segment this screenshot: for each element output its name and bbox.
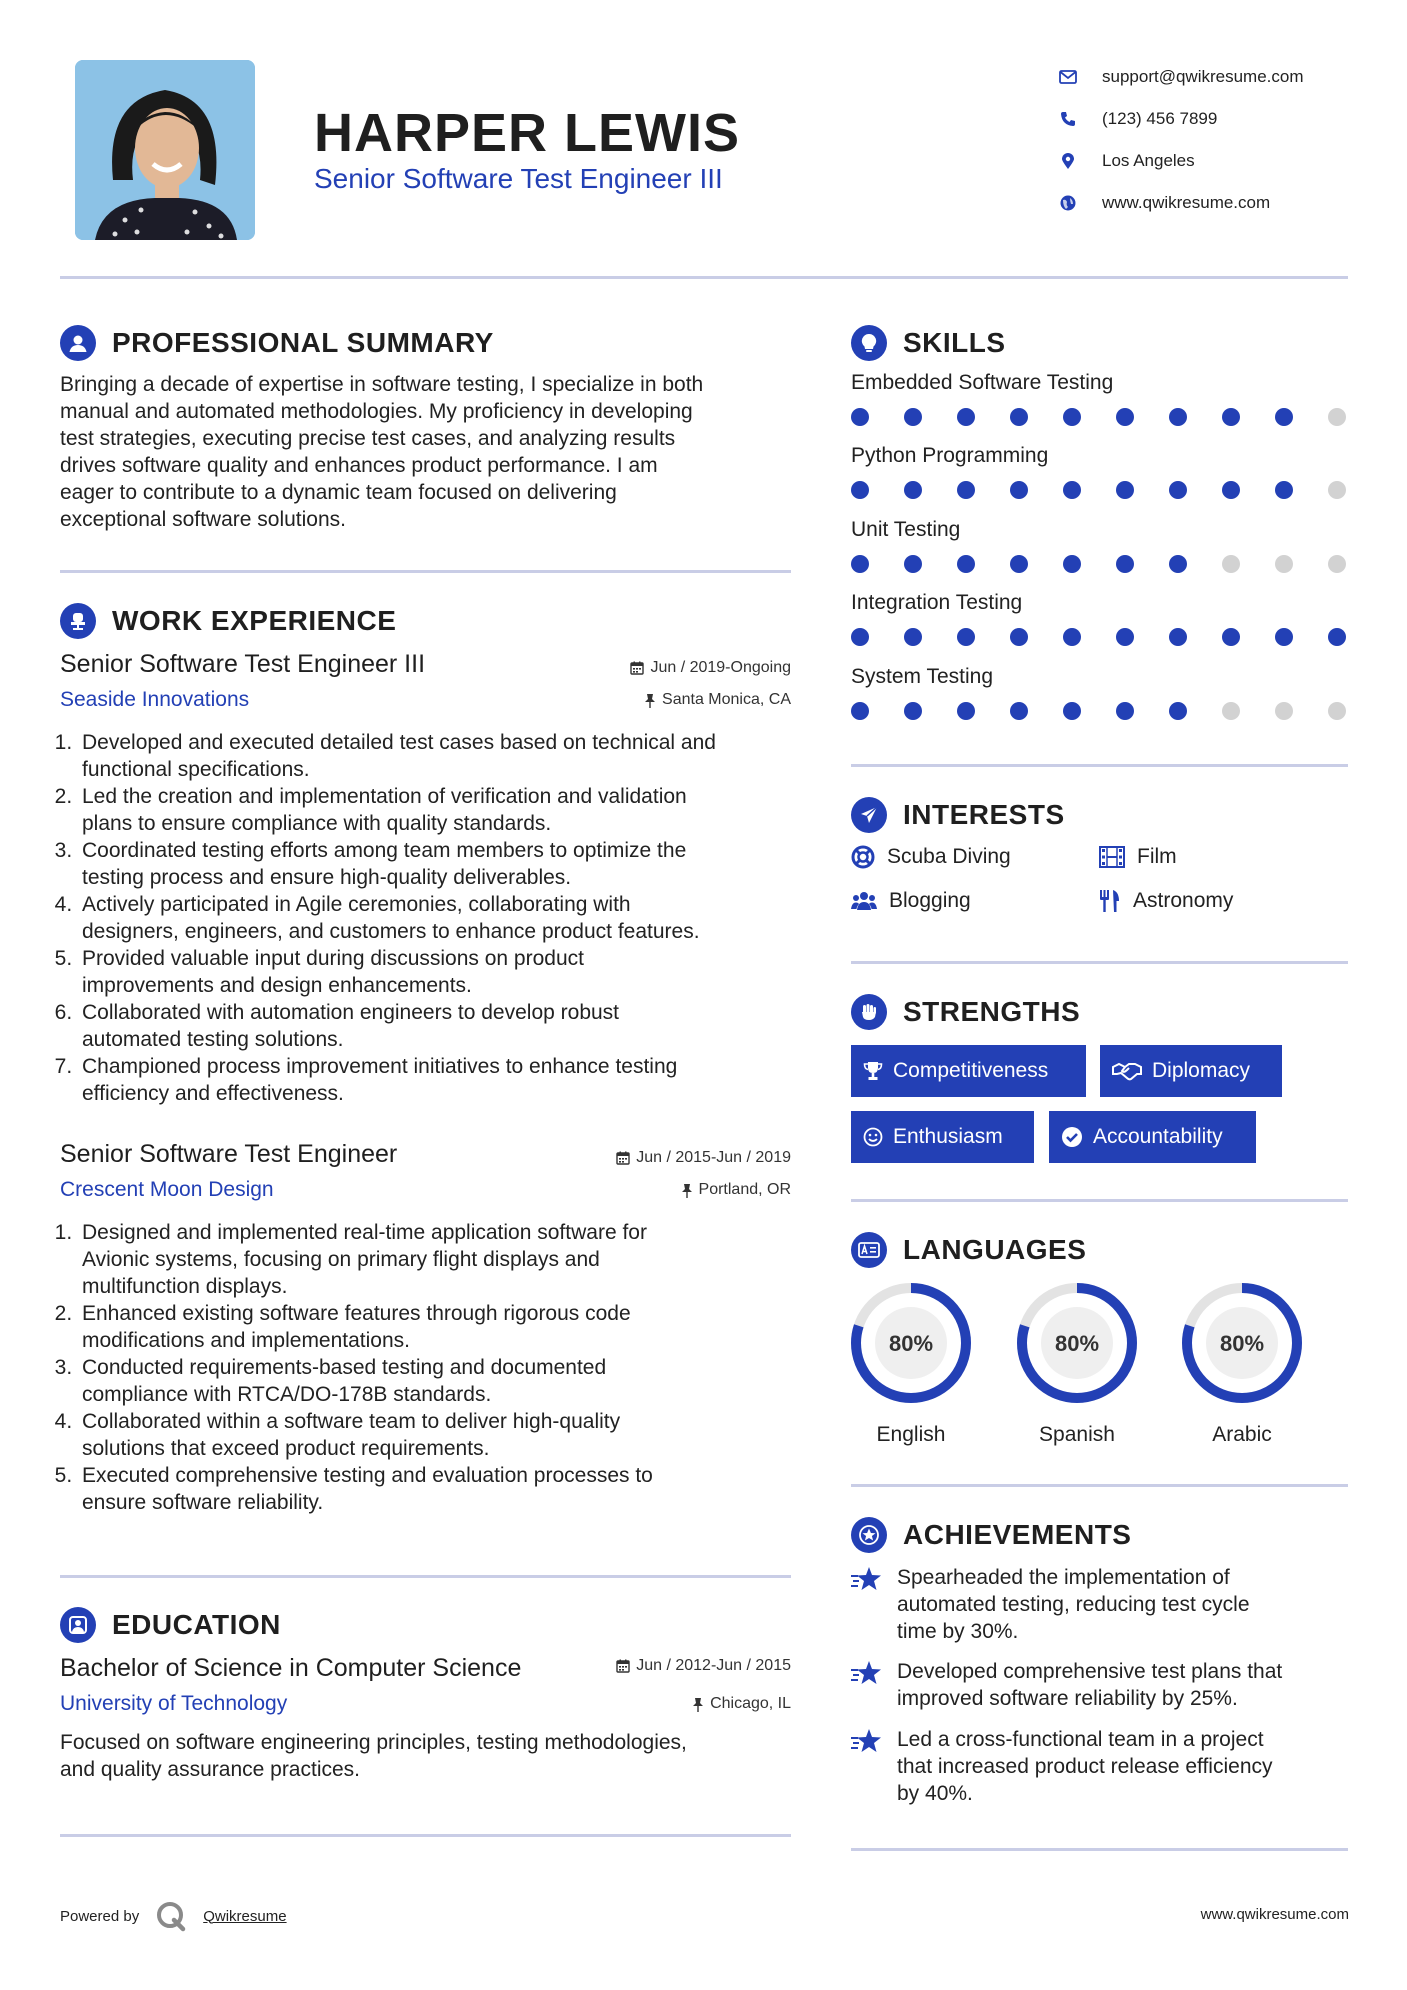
calendar-icon <box>630 661 644 675</box>
skill-name: Integration Testing <box>851 591 1023 614</box>
footer-website[interactable]: www.qwikresume.com <box>1200 1906 1349 1923</box>
summary-text: Bringing a decade of expertise in software testing, I specialize in both manual and automated methodologies. My proficiency in developing test strategies, executing precise test cases, and analyzing results drives software quality and enhances product performance. I am eager to contribute to a dynamic team focused on delivering exceptional software solutions. <box>60 373 704 531</box>
skill-dot-filled <box>1222 481 1240 499</box>
summary-heading: PROFESSIONAL SUMMARY <box>60 325 494 361</box>
skill-dot-filled <box>904 702 922 720</box>
graduate-icon <box>60 1607 96 1643</box>
language-item: 80% Arabic <box>1177 1278 1307 1447</box>
skill-dot-filled <box>1063 628 1081 646</box>
job-title: Senior Software Test Engineer III <box>60 650 426 678</box>
skill-dot-filled <box>1063 408 1081 426</box>
map-pin-icon <box>1050 153 1086 170</box>
skill-name: Python Programming <box>851 444 1049 467</box>
star-badge-icon <box>851 1517 887 1553</box>
skill-dot-empty <box>1222 555 1240 573</box>
fist-icon <box>851 994 887 1030</box>
strength-chip: Diplomacy <box>1100 1045 1282 1097</box>
education-dates: Jun / 2012-Jun / 2015 <box>491 1657 791 1675</box>
paper-plane-icon <box>851 797 887 833</box>
users-icon <box>851 890 877 912</box>
skill-name: System Testing <box>851 665 994 688</box>
interests-divider <box>851 961 1348 964</box>
skill-dot-filled <box>1116 628 1134 646</box>
skill-dot-filled <box>1116 481 1134 499</box>
skill-dot-filled <box>957 702 975 720</box>
qwikresume-link[interactable]: Qwikresume <box>203 1907 287 1925</box>
skills-heading: SKILLS <box>851 325 1006 361</box>
header-divider <box>60 276 1348 279</box>
education-location: Chicago, IL <box>491 1695 791 1713</box>
skill-dot-filled <box>1328 628 1346 646</box>
job-location: Portland, OR <box>491 1181 791 1199</box>
skill-dot-filled <box>1222 408 1240 426</box>
language-icon <box>851 1232 887 1268</box>
achievements-divider <box>851 1848 1348 1851</box>
globe-icon <box>1050 195 1086 211</box>
star-icon <box>851 1566 883 1592</box>
skill-dot-empty <box>1328 408 1346 426</box>
interests-heading: INTERESTS <box>851 797 1065 833</box>
calendar-icon <box>616 1151 630 1165</box>
phone-icon <box>1050 111 1086 127</box>
company-name: Crescent Moon Design <box>60 1178 274 1201</box>
star-icon <box>851 1728 883 1754</box>
skill-dot-filled <box>1063 555 1081 573</box>
list-item: 7. Championed process improvement initiatives to enhance testing efficiency and effectiveness. <box>78 1053 800 1107</box>
languages-divider <box>851 1484 1348 1487</box>
ring-percent-label: 80% <box>1054 1331 1100 1356</box>
contact-list <box>1050 56 1380 224</box>
interest-item: Scuba Diving <box>851 845 1011 869</box>
company-name: Seaside Innovations <box>60 688 250 711</box>
list-item: 1. Developed and executed detailed test cases based on technical and functional specifications. <box>78 729 800 783</box>
job-responsibilities <box>60 1219 800 1516</box>
skill-name: Embedded Software Testing <box>851 371 1114 394</box>
interest-item: Film <box>1099 845 1177 869</box>
list-item: 5. Provided valuable input during discussions on product improvements and design enhancements. <box>78 945 800 999</box>
pushpin-icon <box>681 1183 693 1198</box>
skill-dot-filled <box>1275 628 1293 646</box>
skill-dot-empty <box>1328 481 1346 499</box>
ring-percent-label: 80% <box>1219 1331 1265 1356</box>
list-item: 3. Conducted requirements-based testing and documented compliance with RTCA/DO-178B standards. <box>78 1354 800 1408</box>
skill-dot-filled <box>1063 481 1081 499</box>
skill-dot-filled <box>1010 481 1028 499</box>
check-circle-icon <box>1061 1126 1083 1148</box>
job-dates: Jun / 2015-Jun / 2019 <box>491 1149 791 1167</box>
skill-dot-filled <box>957 408 975 426</box>
skill-dot-empty <box>1328 555 1346 573</box>
skill-dot-empty <box>1328 702 1346 720</box>
lightbulb-icon <box>851 325 887 361</box>
skill-dot-filled <box>851 628 869 646</box>
job-dates: Jun / 2019-Ongoing <box>491 659 791 677</box>
school-name: University of Technology <box>60 1692 288 1715</box>
list-item: 1. Designed and implemented real-time application software for Avionic systems, focusing on primary flight displays and multifunction displays. <box>78 1219 800 1300</box>
qwikresume-logo-icon <box>153 1898 189 1934</box>
list-item: 3. Coordinated testing efforts among team members to optimize the testing process and ensure high-quality deliverables. <box>78 837 800 891</box>
skill-dot-filled <box>1169 555 1187 573</box>
skill-dot-filled <box>851 702 869 720</box>
list-item: 2. Led the creation and implementation of verification and validation plans to ensure compliance with quality standards. <box>78 783 800 837</box>
briefcase-icon <box>60 603 96 639</box>
star-icon <box>851 1660 883 1686</box>
skill-dot-filled <box>1169 628 1187 646</box>
interest-item: Astronomy <box>1099 889 1233 913</box>
achievement-item: Developed comprehensive test plans that improved software reliability by 25%. <box>851 1658 1348 1712</box>
interest-item: Blogging <box>851 889 971 913</box>
achievements-heading: ACHIEVEMENTS <box>851 1517 1131 1553</box>
contact-location: Los Angeles <box>1050 140 1380 182</box>
skill-dot-filled <box>957 628 975 646</box>
language-item: 80% English <box>846 1278 976 1447</box>
candidate-name: HARPER LEWIS <box>314 103 741 163</box>
skill-dot-empty <box>1275 555 1293 573</box>
achievement-item: Led a cross-functional team in a project that increased product release efficiency by 40%. <box>851 1726 1348 1807</box>
contact-email[interactable]: support@qwikresume.com <box>1050 56 1380 98</box>
skills-divider <box>851 764 1348 767</box>
language-progress-ring <box>846 1278 976 1408</box>
job-responsibilities <box>60 729 800 1107</box>
smile-icon <box>863 1127 883 1147</box>
envelope-icon <box>1050 70 1086 84</box>
film-icon <box>1099 846 1125 868</box>
candidate-role: Senior Software Test Engineer III <box>314 163 723 194</box>
skill-dot-empty <box>1222 702 1240 720</box>
skill-dot-filled <box>851 555 869 573</box>
skill-dot-filled <box>904 408 922 426</box>
skill-dot-filled <box>851 408 869 426</box>
skill-dot-filled <box>904 481 922 499</box>
work-divider <box>60 1575 791 1578</box>
calendar-icon <box>616 1659 630 1673</box>
skill-dot-filled <box>1010 555 1028 573</box>
user-icon <box>60 325 96 361</box>
skill-dot-filled <box>1169 481 1187 499</box>
degree-title: Bachelor of Science in Computer Science <box>60 1654 522 1682</box>
skill-dot-filled <box>1010 702 1028 720</box>
work-heading: WORK EXPERIENCE <box>60 603 396 639</box>
utensils-icon <box>1099 889 1121 913</box>
skill-name: Unit Testing <box>851 518 961 541</box>
pushpin-icon <box>644 693 656 708</box>
skill-dot-filled <box>904 628 922 646</box>
skill-dot-filled <box>1116 702 1134 720</box>
skill-dot-filled <box>851 481 869 499</box>
language-progress-ring <box>1177 1278 1307 1408</box>
education-description: Focused on software engineering principles, testing methodologies, and quality assurance practices. <box>60 1731 687 1781</box>
ring-percent-label: 80% <box>888 1331 934 1356</box>
list-item: 2. Enhanced existing software features through rigorous code modifications and implementations. <box>78 1300 800 1354</box>
skill-dot-filled <box>1063 702 1081 720</box>
strength-chip: Accountability <box>1049 1111 1256 1163</box>
skill-dot-filled <box>1169 408 1187 426</box>
skill-dot-filled <box>904 555 922 573</box>
strength-chip: Enthusiasm <box>851 1111 1034 1163</box>
language-progress-ring <box>1012 1278 1142 1408</box>
job-location: Santa Monica, CA <box>491 691 791 709</box>
strengths-divider <box>851 1199 1348 1202</box>
pushpin-icon <box>692 1697 704 1712</box>
job-title: Senior Software Test Engineer <box>60 1140 398 1168</box>
strengths-heading: STRENGTHS <box>851 994 1080 1030</box>
skill-dot-empty <box>1275 702 1293 720</box>
life-ring-icon <box>851 845 875 869</box>
summary-divider <box>60 570 791 573</box>
achievement-item: Spearheaded the implementation of automated testing, reducing test cycle time by 30%. <box>851 1564 1348 1645</box>
education-heading: EDUCATION <box>60 1607 281 1643</box>
skill-dot-filled <box>1116 408 1134 426</box>
profile-photo <box>75 60 255 240</box>
footer-powered-by: Powered by Qwikresume <box>60 1898 287 1934</box>
handshake-icon <box>1112 1061 1142 1081</box>
skill-dot-filled <box>1010 408 1028 426</box>
list-item: 4. Actively participated in Agile ceremonies, collaborating with designers, engineers, and customers to enhance product features. <box>78 891 800 945</box>
contact-phone[interactable]: (123) 456 7899 <box>1050 98 1380 140</box>
education-divider <box>60 1834 791 1837</box>
skill-dot-filled <box>1010 628 1028 646</box>
list-item: 4. Collaborated within a software team to deliver high-quality solutions that exceed product requirements. <box>78 1408 800 1462</box>
trophy-icon <box>863 1061 883 1081</box>
language-item: 80% Spanish <box>1012 1278 1142 1447</box>
skill-dot-filled <box>1275 408 1293 426</box>
skill-dot-filled <box>1275 481 1293 499</box>
skill-dot-filled <box>957 481 975 499</box>
strength-chip: Competitiveness <box>851 1045 1086 1097</box>
list-item: 6. Collaborated with automation engineers to develop robust automated testing solutions. <box>78 999 800 1053</box>
skill-dot-filled <box>957 555 975 573</box>
languages-heading: LANGUAGES <box>851 1232 1086 1268</box>
contact-website[interactable]: www.qwikresume.com <box>1050 182 1380 224</box>
skill-dot-filled <box>1222 628 1240 646</box>
skill-dot-filled <box>1169 702 1187 720</box>
list-item: 5. Executed comprehensive testing and evaluation processes to ensure software reliability. <box>78 1462 800 1516</box>
skill-dot-filled <box>1116 555 1134 573</box>
